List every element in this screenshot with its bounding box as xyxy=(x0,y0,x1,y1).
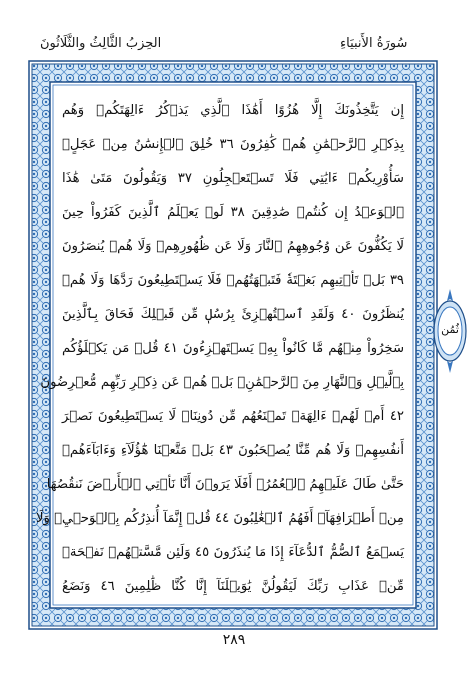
verse-line: بِذِكۡرِ ٱلرَّحۡمَٰنِ هُمۡ كَٰفِرُونَ ٣٦ خُلِقَ ٱلۡإِنسَٰنُ مِنۡ عَجَلٍۚ xyxy=(62,137,404,152)
verse-line: ٱلۡوَعۡدُ إِن كُنتُمۡ صَٰدِقِينَ ٣٨ لَوۡ يَعۡلَمُ ٱلَّذِينَ كَفَرُواْ حِينَ xyxy=(62,205,404,220)
verse-line: سَخِرُواْ مِنۡهُم مَّا كَانُواْ بِهِۦ يَسۡتَهۡزِءُونَ ٤١ قُلۡ مَن يَكۡلَؤُكُم xyxy=(62,341,404,356)
verse-line: لَا يَكُفُّونَ عَن وُجُوهِهِمُ ٱلنَّارَ وَلَا عَن ظُهُورِهِمۡ وَلَا هُمۡ يُنصَرُونَ xyxy=(62,239,404,254)
verse-line: يَسۡمَعُ ٱلصُّمُّ ٱلدُّعَآءَ إِذَا مَا يُنذَرُونَ ٤٥ وَلَئِن مَّسَّتۡهُمۡ نَفۡحَةٞ xyxy=(62,545,404,560)
verse-line: مِّنۡ عَذَابِ رَبِّكَ لَيَقُولُنَّ يَٰوَيۡلَنَآ إِنَّا كُنَّا ظَٰلِمِينَ ٤٦ وَنَضَعُ xyxy=(62,579,404,594)
surah-title: سُورَةُ الأَنبيَاءِ xyxy=(340,36,408,51)
marker-label: ثُمُن xyxy=(441,323,459,336)
verse-line: ٣٩ بَلۡ تَأۡتِيهِم بَغۡتَةٗ فَتَبۡهَتُهُمۡ فَلَا يَسۡتَطِيعُونَ رَدَّهَا وَلَا هُمۡ xyxy=(62,273,404,288)
verse-line: حَتَّىٰ طَالَ عَلَيۡهِمُ ٱلۡعُمُرُۗ أَفَلَا يَرَوۡنَ أَنَّا نَأۡتِي ٱلۡأَرۡضَ نَنقُصُهَا xyxy=(46,477,404,492)
page-number: ٢٨٩ xyxy=(222,632,246,648)
thumun-marker xyxy=(433,287,467,375)
quran-text-block xyxy=(36,96,404,616)
verse-line: سَأُوْرِيكُمۡ ءَايَٰتِي فَلَا تَسۡتَعۡجِلُونِ ٣٧ وَيَقُولُونَ مَتَىٰ هَٰذَا xyxy=(62,171,404,186)
verse-line: أَنفُسِهِمۡ وَلَا هُم مِّنَّا يُصۡحَبُونَ ٤٣ بَلۡ مَتَّعۡنَا هَٰٓؤُلَآءِ وَءَابَآءَهُمۡ xyxy=(62,443,404,458)
hizb-title: الحِزبُ الثَّالِثُ والثَّلَاثُونَ xyxy=(40,36,162,51)
verse-line: مِنۡ أَطۡرَافِهَآۚ أَفَهُمُ ٱلۡغَٰلِبُونَ ٤٤ قُلۡ إِنَّمَآ أُنذِرُكُم بِٱلۡوَحۡيِۚ وَلَا xyxy=(36,511,404,526)
verse-line: بِٱلَّيۡلِ وَٱلنَّهَارِ مِنَ ٱلرَّحۡمَٰنِۚ بَلۡ هُمۡ عَن ذِكۡرِ رَبِّهِم مُّعۡرِضُونَ xyxy=(40,375,404,390)
verse-line: إِن يَتَّخِذُونَكَ إِلَّا هُزُوًا أَهَٰذَا ٱلَّذِي يَذۡكُرُ ءَالِهَتَكُمۡ وَهُم xyxy=(62,103,404,118)
verse-line: يُنظَرُونَ ٤٠ وَلَقَدِ ٱسۡتُهۡزِئَ بِرُسُلٖ مِّن قَبۡلِكَ فَحَاقَ بِٱلَّذِينَ xyxy=(62,307,404,322)
verse-line: ٤٢ أَمۡ لَهُمۡ ءَالِهَةٞ تَمۡنَعُهُم مِّن دُونِنَاۚ لَا يَسۡتَطِيعُونَ نَصۡرَ xyxy=(62,409,404,424)
